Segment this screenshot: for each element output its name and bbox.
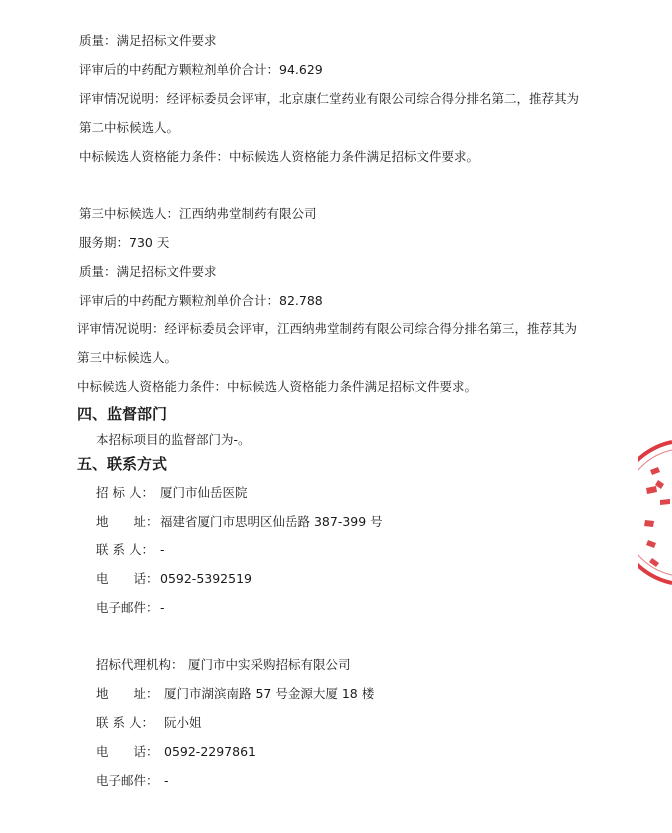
review-description-2a: 评审情况说明：经评标委员会评审，北京康仁堂药业有限公司综合得分排名第二，推荐其为 [79,91,580,106]
tenderer-label: 招 标 人： [96,485,154,500]
service-period-3: 服务期：730 天 [79,235,170,250]
tenderer-phone-label: 电 话： [96,571,159,586]
agency-phone-value: 0592-2297861 [164,744,256,759]
third-candidate-name: 第三中标候选人：江西纳弗堂制药有限公司 [79,206,317,221]
agency-label: 招标代理机构： [96,657,184,672]
section-heading-supervision: 四、监督部门 [77,405,168,423]
unit-price-line-3: 评审后的中药配方颗粒剂单价合计：82.788 [79,293,323,308]
agency-address-label: 地 址： [96,686,159,701]
tenderer-address-label: 地 址： [96,514,159,529]
agency-phone-label: 电 话： [96,744,159,759]
agency-address-value: 厦门市湖滨南路 57 号金源大厦 18 楼 [164,686,375,701]
agency-email-label: 电子邮件： [96,773,159,788]
supervision-text: 本招标项目的监督部门为-。 [96,432,251,447]
review-description-3b: 第三中标候选人。 [77,350,178,365]
tenderer-phone-value: 0592-5392519 [160,571,252,586]
qualification-line-3: 中标候选人资格能力条件：中标候选人资格能力条件满足招标文件要求。 [77,379,478,394]
tenderer-address-value: 福建省厦门市思明区仙岳路 387-399 号 [160,514,383,529]
review-description-2b: 第二中标候选人。 [79,120,180,135]
qualification-line-2: 中标候选人资格能力条件：中标候选人资格能力条件满足招标文件要求。 [79,149,480,164]
quality-line-3: 质量：满足招标文件要求 [79,264,217,279]
tenderer-value: 厦门市仙岳医院 [160,485,248,500]
official-seal-stamp [638,440,672,585]
section-heading-contact: 五、联系方式 [77,455,168,473]
agency-value: 厦门市中实采购招标有限公司 [188,657,351,672]
agency-email-value: - [164,773,169,788]
tenderer-contact-value: - [160,542,165,557]
unit-price-line-2: 评审后的中药配方颗粒剂单价合计：94.629 [79,62,323,77]
agency-contact-value: 阮小姐 [164,715,202,730]
quality-line-2: 质量：满足招标文件要求 [79,33,217,48]
review-description-3a: 评审情况说明：经评标委员会评审，江西纳弗堂制药有限公司综合得分排名第三，推荐其为 [77,321,578,336]
tenderer-email-value: - [160,600,165,615]
tenderer-email-label: 电子邮件： [96,600,159,615]
tenderer-contact-label: 联 系 人： [96,542,154,557]
agency-contact-label: 联 系 人： [96,715,154,730]
